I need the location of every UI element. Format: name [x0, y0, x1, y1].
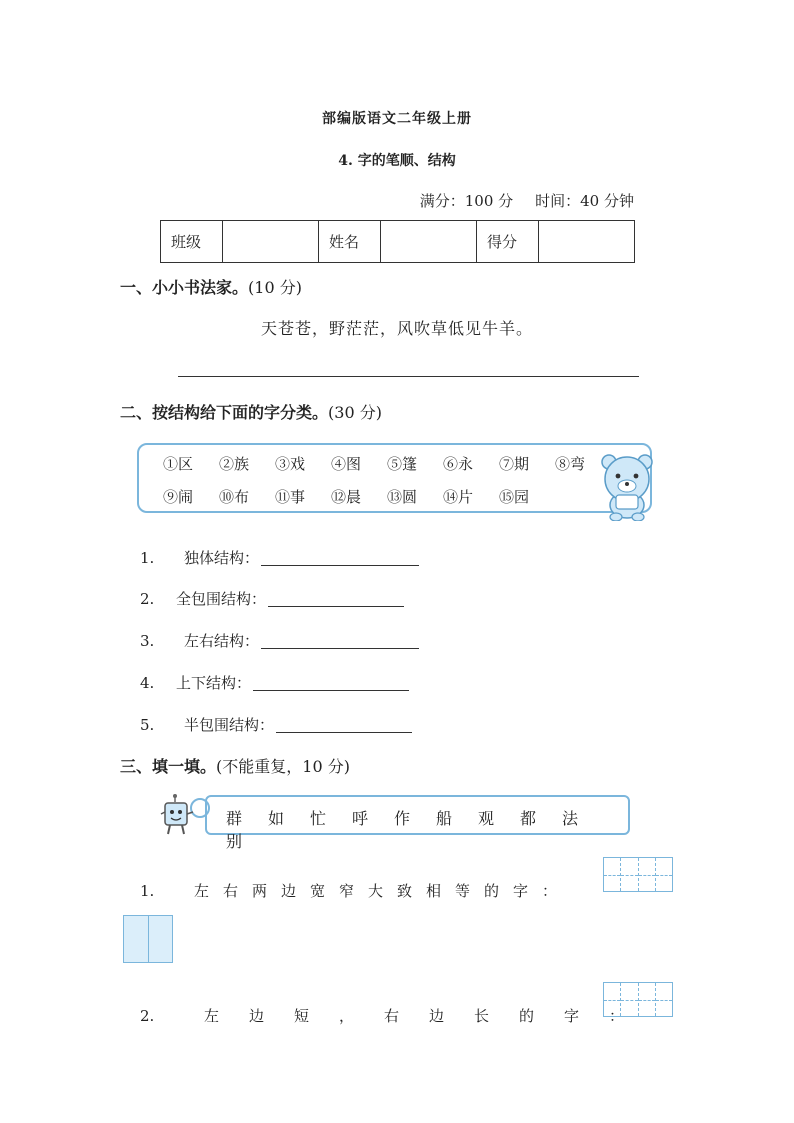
- lesson-title: 4. 字的笔顺、结构: [338, 153, 456, 169]
- word-item: 都: [519, 809, 536, 828]
- char-item: ⑬圆: [387, 488, 418, 506]
- question-label: 全包围结构：: [176, 590, 267, 608]
- section1-title: 一、小小书法家。: [120, 278, 249, 297]
- word-item: 群: [225, 809, 242, 828]
- word-bank-box: [205, 795, 630, 851]
- char-item: ②族: [219, 455, 250, 473]
- answer-line[interactable]: [261, 634, 419, 649]
- word-item: 船: [435, 809, 452, 828]
- answer-line[interactable]: [276, 718, 412, 733]
- char-item: ①区: [163, 455, 194, 473]
- question-2-3: [140, 630, 419, 651]
- question-number: 1.: [140, 549, 155, 567]
- poem-text: 天苍苍，野茫茫，风吹草低见牛羊。: [260, 319, 533, 338]
- class-label: 班级: [161, 221, 223, 263]
- question-2-1: [140, 547, 419, 568]
- bear-mascot-icon: [596, 449, 658, 521]
- question-label: 上下结构：: [176, 674, 252, 692]
- writing-grid[interactable]: [603, 982, 673, 1017]
- question-number: 1.: [140, 882, 155, 900]
- name-field[interactable]: [381, 221, 477, 263]
- name-label: 姓名: [319, 221, 381, 263]
- word-bank: [213, 806, 628, 852]
- fill-question-2: [140, 1005, 654, 1026]
- question-label: 独体结构：: [184, 549, 260, 567]
- section1-points: (10 分): [248, 278, 302, 297]
- char-item: ⑭片: [443, 488, 474, 506]
- section3-heading: [120, 754, 350, 777]
- char-item: ⑧弯: [555, 455, 586, 473]
- question-text: 左边短，右边长的字：: [204, 1007, 655, 1025]
- section3-title: 三、填一填。: [120, 757, 217, 776]
- question-2-4: [140, 672, 409, 693]
- question-2-5: [140, 714, 412, 735]
- section2-heading: [120, 400, 382, 423]
- char-item: ⑫晨: [331, 488, 362, 506]
- score-label: 得分: [477, 221, 539, 263]
- word-item: 别: [225, 832, 242, 851]
- word-item: 作: [393, 809, 410, 828]
- question-label: 半包围结构：: [184, 716, 275, 734]
- section3-points: (不能重复，10 分): [216, 757, 350, 776]
- answer-box[interactable]: [123, 915, 173, 963]
- question-text: 左右两边宽窄大致相等的字：: [194, 882, 572, 900]
- word-item: 呼: [351, 809, 368, 828]
- question-number: 2.: [140, 1007, 155, 1025]
- char-item: ④图: [331, 455, 362, 473]
- question-number: 2.: [140, 590, 155, 608]
- writing-line[interactable]: [178, 376, 639, 377]
- question-number: 5.: [140, 716, 155, 734]
- time-limit: 时间：40 分钟: [535, 192, 634, 210]
- book-title: 部编版语文二年级上册: [322, 111, 472, 127]
- word-item: 忙: [309, 809, 326, 828]
- char-item: ⑦期: [499, 455, 530, 473]
- word-item: 法: [561, 809, 578, 828]
- writing-grid[interactable]: [603, 857, 673, 892]
- word-item: 观: [477, 809, 494, 828]
- section2-points: (30 分): [328, 403, 382, 422]
- score-field[interactable]: [539, 221, 635, 263]
- char-item: ⑪事: [275, 488, 306, 506]
- char-item: ⑮园: [499, 488, 530, 506]
- section1-heading: [120, 275, 302, 298]
- score-time-info: [420, 190, 634, 211]
- char-item: ⑤篷: [387, 455, 418, 473]
- char-item: ⑥永: [443, 455, 474, 473]
- question-number: 3.: [140, 632, 155, 650]
- answer-line[interactable]: [261, 551, 419, 566]
- answer-line[interactable]: [253, 676, 409, 691]
- class-field[interactable]: [223, 221, 319, 263]
- char-item: ⑩布: [219, 488, 250, 506]
- student-info-table: [160, 220, 635, 263]
- word-item: 如: [267, 809, 284, 828]
- character-list-box: [137, 443, 652, 513]
- full-score: 满分：100 分: [419, 192, 514, 210]
- section2-title: 二、按结构给下面的字分类。: [120, 403, 329, 422]
- answer-line[interactable]: [268, 592, 404, 607]
- char-item: ⑨闹: [163, 488, 194, 506]
- fill-question-1: [140, 880, 571, 901]
- question-2-2: [140, 588, 404, 609]
- char-row-1: [163, 453, 611, 474]
- char-item: ③戏: [275, 455, 306, 473]
- question-number: 4.: [140, 674, 155, 692]
- question-label: 左右结构：: [184, 632, 260, 650]
- char-row-2: [163, 486, 555, 507]
